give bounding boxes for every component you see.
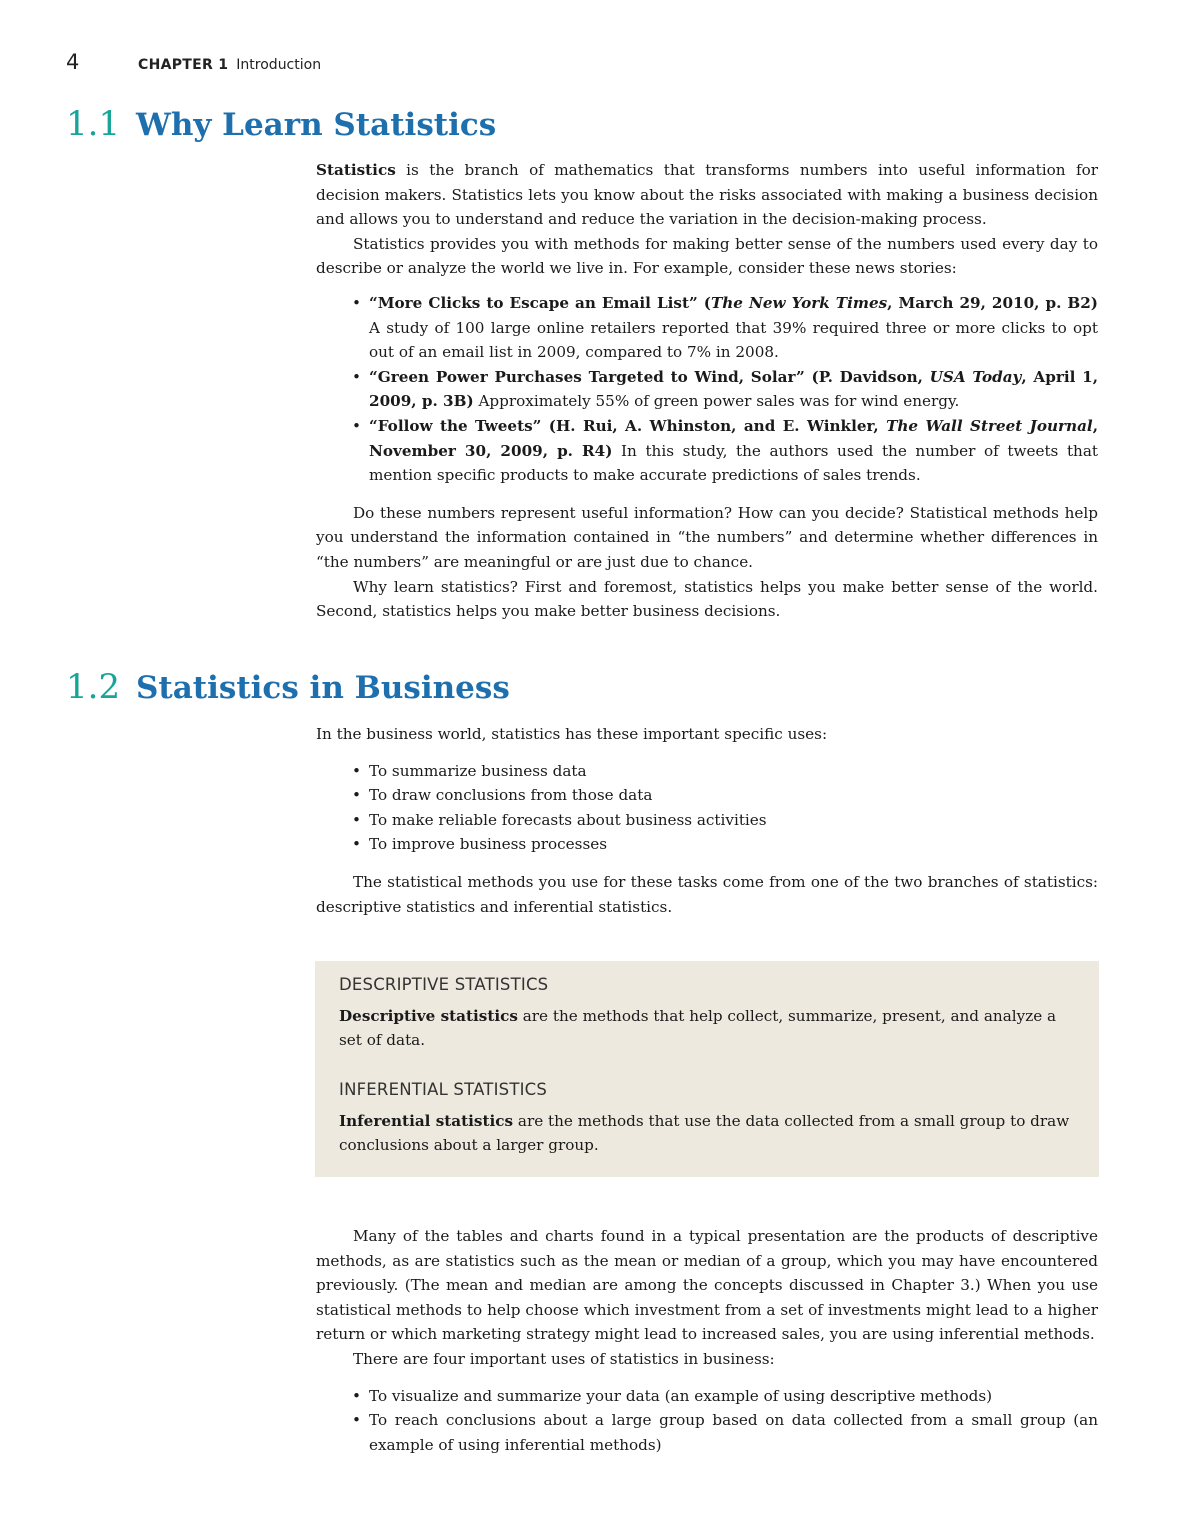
section-1-2-body <box>316 722 1098 919</box>
paragraph-why-learn: Why learn statistics? First and foremost, statistics helps you make better sense of the world. Second, statistics helps you make better business decisions. <box>316 577 1098 621</box>
term-statistics: Statistics <box>316 161 396 179</box>
list-item: • To improve business processes <box>352 835 608 854</box>
list-item: • “Follow the Tweets” (H. Rui, A. Whinston, and E. Winkler, The Wall Street Journal, November 30, 2009, p. R4) In this study, the authors used the number of tweets that mention specific products to make accurate predictions of sales trends. <box>352 416 1098 485</box>
definition-descriptive: DESCRIPTIVE STATISTICS Descriptive statistics are the methods that help collect, summarize, present, and analyze a set of data. <box>339 973 1079 1053</box>
definition-inferential: INFERENTIAL STATISTICS Inferential statistics are the methods that use the data collected from a small group to draw conclusions about a larger group. <box>339 1078 1079 1158</box>
section-1-1-body <box>316 158 1098 624</box>
list-item: • To visualize and summarize your data (an example of using descriptive methods) <box>352 1386 993 1405</box>
four-uses-list <box>316 1384 1098 1458</box>
section-number: 1.1 <box>66 104 121 144</box>
source-name: The Wall Street Journal <box>886 416 1093 435</box>
paragraph-descriptive-methods: Many of the tables and charts found in a typical presentation are the products of descriptive methods, as are statistics such as the mean or median of a group, which you may have encountered previously. (The mean and median are among the concepts discussed in Chapter 3.) When you use statistical methods to help choose which investment from a set of investments might lead to a higher return or which marketing strategy might lead to increased sales, you are using inferential methods. <box>316 1227 1098 1344</box>
source-name: USA Today <box>929 367 1022 386</box>
source-name: The New York Times <box>710 293 888 312</box>
paragraph-news-intro: Statistics provides you with methods for making better sense of the numbers used every day to describe or analyze the world we live in. For example, consider these news stories: <box>316 234 1098 278</box>
section-1-2-body-continued <box>316 1224 1098 1457</box>
section-heading-1-1 <box>66 104 496 144</box>
page-number: 4 <box>66 50 80 74</box>
definition-heading: DESCRIPTIVE STATISTICS <box>339 975 549 994</box>
section-number: 1.2 <box>66 667 121 707</box>
definition-heading: INFERENTIAL STATISTICS <box>339 1080 548 1099</box>
list-item: • “Green Power Purchases Targeted to Wind, Solar” (P. Davidson, USA Today, April 1, 2009, p. 3B) Approximately 55% of green power sales was for wind energy. <box>352 367 1098 411</box>
chapter-title: Introduction <box>236 57 322 73</box>
definition-term: Inferential statistics <box>339 1111 514 1130</box>
definition-term: Descriptive statistics <box>339 1006 518 1025</box>
list-item: • To summarize business data <box>352 761 587 780</box>
list-item: • To make reliable forecasts about business activities <box>352 810 767 829</box>
chapter-label: CHAPTER 1 <box>138 57 229 73</box>
paragraph-definition: Statistics is the branch of mathematics that transforms numbers into useful information for decision makers. Statistics lets you know about the risks associated with making a business decision and allows you to understand and reduce the variation in the decision-making process. <box>316 161 1098 229</box>
paragraph-business-intro: In the business world, statistics has these important specific uses: <box>316 725 828 743</box>
section-title: Statistics in Business <box>136 670 510 706</box>
running-head <box>66 50 321 80</box>
section-heading-1-2 <box>66 667 510 707</box>
list-item: • To draw conclusions from those data <box>352 786 653 805</box>
definitions-box <box>315 961 1099 1177</box>
news-stories-list <box>316 291 1098 488</box>
paragraph-two-branches: The statistical methods you use for these tasks come from one of the two branches of statistics: descriptive statistics and inferential statistics. <box>316 872 1098 916</box>
list-item: • To reach conclusions about a large group based on data collected from a small group (an example of using inferential methods) <box>352 1411 1098 1454</box>
list-item: • “More Clicks to Escape an Email List” (The New York Times, March 29, 2010, p. B2) A study of 100 large online retailers reported that 39% required three or more clicks to opt out of an email list in 2009, compared to 7% in 2008. <box>352 293 1098 362</box>
paragraph-useful-info: Do these numbers represent useful information? How can you decide? Statistical methods help you understand the information contained in “the numbers” and determine whether differences in “the numbers” are meaningful or are just due to chance. <box>316 503 1098 571</box>
section-title: Why Learn Statistics <box>136 107 497 143</box>
paragraph-four-uses-intro: There are four important uses of statistics in business: <box>353 1349 775 1368</box>
business-uses-list <box>316 759 1098 857</box>
